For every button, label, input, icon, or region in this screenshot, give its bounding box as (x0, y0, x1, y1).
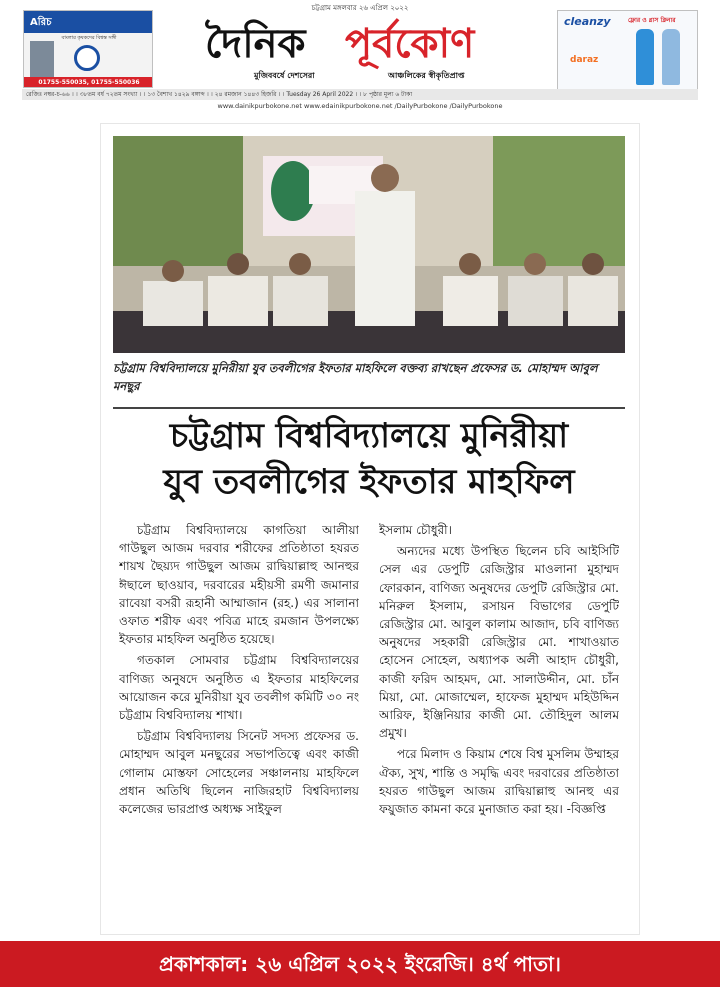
newspaper-title (205, 12, 525, 72)
divider (113, 407, 625, 409)
ad-left-tagline: বাংলার কৃষকদের বিশ্বস্ত সঙ্গী (61, 35, 117, 41)
spray-bottle-icon (662, 29, 680, 85)
dateline: চট্টগ্রাম মঙ্গলবার ২৬ এপ্রিল ২০২২ (311, 4, 409, 12)
ad-right-brand: cleanzy (564, 15, 611, 28)
article-column-left (119, 521, 359, 931)
ad-left-phone: 01755-550035, 01755-550036 (24, 77, 153, 88)
article-headline (113, 413, 625, 509)
article-body (119, 521, 619, 931)
publication-footer: প্রকাশকাল: ২৬ এপ্রিল ২০২২ ইংরেজি। ৪র্থ পাতা। (0, 941, 720, 987)
motto-right: আঞ্চলিকের স্বীকৃতিপ্রাপ্ত (388, 71, 465, 80)
ad-right-tagline: ফ্লোর ও গ্লাস ক্লিনার (628, 17, 676, 24)
issue-info-bar: রেজিঃ নম্বর-চ-৬৬ । । ৩৮তম বর্ষ ৭২তম সংখ্যা । । ১৩ বৈশাখ ১৪২৯ বঙ্গাব্দ । । ২৪ রমজান ১৪৪৩ হিজরি । । Tuesday 26 April 2022 । । ৮ পৃষ্ঠার মূল্য ৬ টাকা (22, 89, 698, 100)
ad-logo-icon (74, 45, 100, 71)
paragraph: পরে মিলাদ ও কিয়াম শেষে বিশ্ব মুসলিম উম্মাহর ঐক্য, সুখ, শান্তি ও সমৃদ্ধি এবং দরবারের প্রতিষ্ঠাতা হযরত গাউছুল আজম রাদ্বিয়াল্লাহু আনহু এর ফয়ুজাত কামনা করে মুনাজাত করা হয়। -বিজ্ঞপ্তি (379, 747, 619, 817)
title-black-part: দৈনিক (205, 20, 306, 67)
paragraph: গতকাল সোমবার চট্টগ্রাম বিশ্ববিদ্যালয়ের বাণিজ্য অনুষদে অনুষ্ঠিত এ ইফতার মাহফিলের আয়োজন করে মুনিরীয়া যুব তবলীগ কমিটি ৩০ নং চট্টগ্রাম বিশ্ববিদ্যালয় শাখা। (119, 653, 359, 723)
headline-line-1: চট্টগ্রাম বিশ্ববিদ্যালয়ে মুনিরীয়া (169, 416, 569, 456)
spray-bottle-icon (636, 29, 654, 85)
cement-bag-icon (30, 41, 54, 77)
paragraph: অন্যদের মধ্যে উপস্থিত ছিলেন চবি আইসিটি সেল এর ডেপুটি রেজিস্ট্রার মাওলানা মুহাম্মদ ফোরকান, বাণিজ্য অনুষদের ডেপুটি রেজিস্ট্রার মো. মনিরুল ইসলাম, রসায়ন বিভাগের ডেপুটি রেজিস্ট্রার মো. আবুল কালাম আজাদ, চবি বাণিজ্য অনুষদের সহকারী রেজিস্ট্রার মো. শাখাওয়াত হোসেন সোহেল, অধ্যাপক অলী আহাদ চৌধুরী, কাজী ফরিদ আহমদ, মো. সালাউদ্দীন, মো. চাঁন মিয়া, মো. মোজাম্মেল, হাফেজ মুহাম্মদ মহিউদ্দিন আরিফ, ইঞ্জিনিয়ার কাজী মো. তৌহিদুল আলম প্রমুখ। (379, 544, 619, 741)
paragraph: চট্টগ্রাম বিশ্ববিদ্যালয় সিনেট সদস্য প্রফেসর ড. মোহাম্মদ আবুল মনছুরের সভাপতিত্বে এবং কাজী গোলাম মোস্তফা সোহেলের সঞ্চালনায় মাহফিলে প্রধান অতিথি ছিলেন নাজিরহাট বিশ্ববিদ্যালয় কলেজের ভারপ্রাপ্ত অধ্যক্ষ সাইফুল (119, 729, 359, 817)
left-advertisement (23, 10, 153, 88)
ad-right-partner: daraz (570, 55, 599, 65)
photo-caption: চট্টগ্রাম বিশ্ববিদ্যালয়ে মুনিরীয়া যুব তবলীগের ইফতার মাহফিলে বক্তব্য রাখছেন প্রফেসর ড. মোহাম্মদ আবুল মনছুর (113, 361, 598, 393)
event-photo (113, 136, 625, 353)
title-red-part: পূর্বকোণ (345, 20, 475, 67)
article-column-right (379, 521, 619, 931)
news-clipping (100, 123, 640, 935)
paragraph-continued: ইসলাম চৌধুরী। (379, 523, 452, 537)
motto-left: মুজিববর্ষে দেশসেরা (254, 71, 315, 80)
headline-line-2: যুব তবলীগের ইফতার মাহফিল (163, 462, 575, 502)
right-advertisement (557, 10, 698, 90)
paragraph: চট্টগ্রাম বিশ্ববিদ্যালয়ে কাগতিয়া আলীয়া গাউছুল আজম দরবার শরীফের প্রতিষ্ঠাতা হযরত শায়খ ছৈয়্যদ গাউছুল আজম রাদ্বিয়াল্লাহু আনহুর ঈছালে ছাওয়াব, দরবারের মহীয়সী রমণী জমানার রাবেয়া বসরী রূহানী আম্মাজান (রহ.) এর সালানা ওফাত শরীফ এবং পবিত্র মাহে রমজান উপলক্ষ্যে ইফতার মাহফিল অনুষ্ঠিত হয়েছে। (119, 523, 359, 647)
website-links-bar: www.dainikpurbokone.net www.edainikpurbokone.net /DailyPurbokone /DailyPurbokone (217, 102, 503, 110)
newspaper-masthead (0, 0, 720, 112)
ad-left-brand: Aরিচ (24, 11, 153, 33)
